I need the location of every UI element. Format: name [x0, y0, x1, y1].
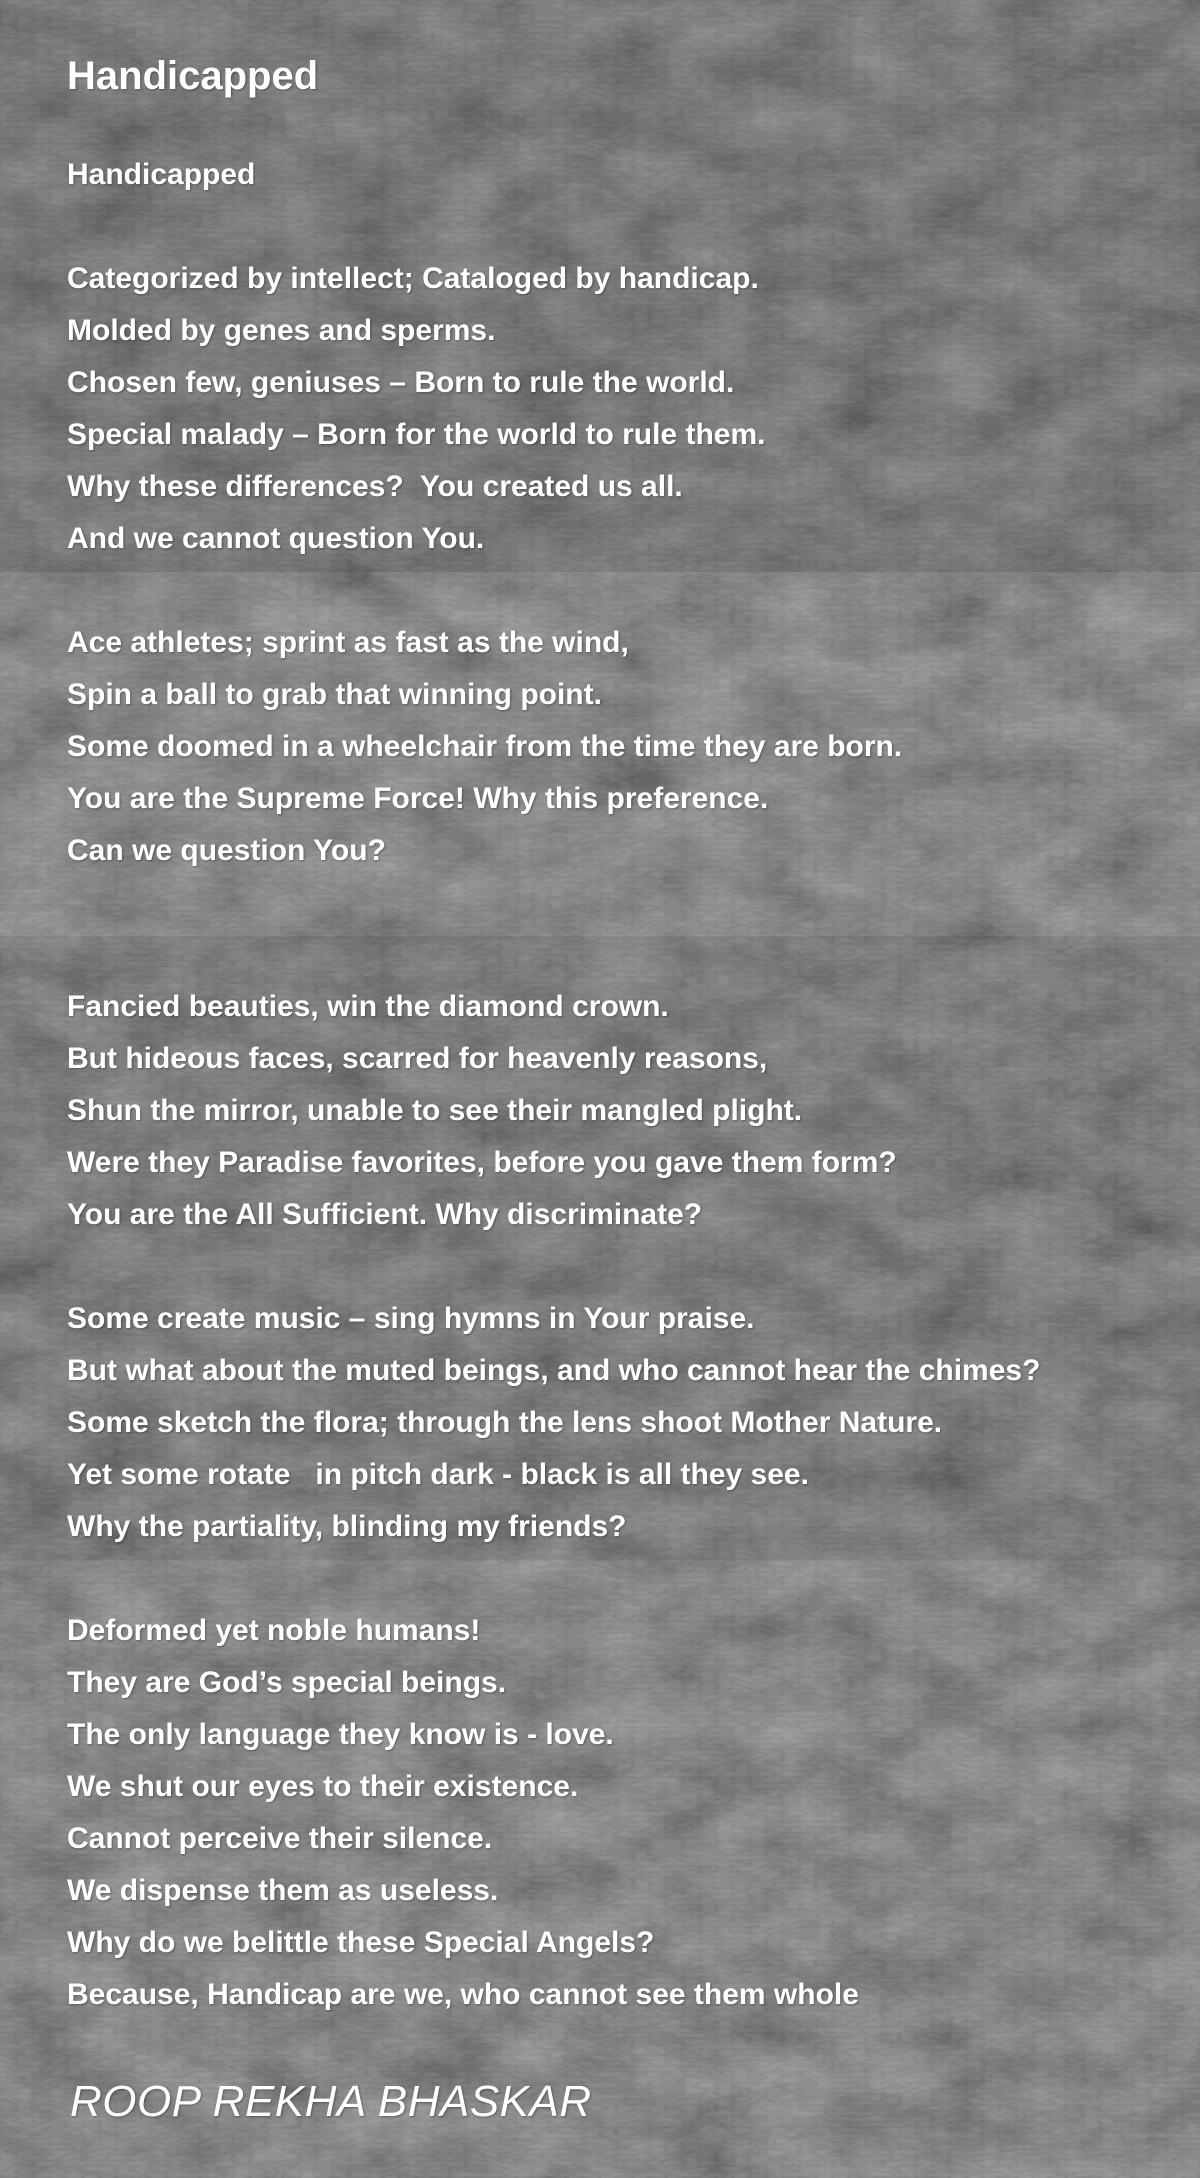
poem-line: Were they Paradise favorites, before you gave them form?	[67, 1146, 897, 1179]
poem-line: Fancied beauties, win the diamond crown.	[67, 990, 669, 1023]
stanza-break	[67, 1553, 1177, 1605]
poem-line: But hideous faces, scarred for heavenly reasons,	[67, 1042, 768, 1075]
poem-line: Can we question You?	[67, 834, 386, 867]
poem-line: Cannot perceive their silence.	[67, 1822, 493, 1855]
stanza-break	[67, 929, 1177, 981]
poem-line: Why these differences? You created us all.	[67, 470, 683, 503]
poem-line: Because, Handicap are we, who cannot see them whole	[67, 1978, 859, 2011]
poem-author: ROOP REKHA BHASKAR	[70, 2077, 592, 2126]
poem-line: Molded by genes and sperms.	[67, 314, 496, 347]
poem-line: And we cannot question You.	[67, 522, 485, 555]
stanza-break	[67, 565, 1177, 617]
poem-line: The only language they know is - love.	[67, 1718, 614, 1751]
stanza-break	[67, 877, 1177, 929]
stanza-break	[67, 201, 1177, 253]
poem-line: Some doomed in a wheelchair from the time they are born.	[67, 730, 903, 763]
poem-line: Why the partiality, blinding my friends?	[67, 1510, 627, 1543]
poem-line: Handicapped	[67, 158, 256, 191]
poem-title: Handicapped	[67, 54, 319, 98]
poem-body	[67, 149, 1177, 2021]
poem-line: Some create music – sing hymns in Your praise.	[67, 1302, 755, 1335]
poem-line: You are the All Sufficient. Why discriminate?	[67, 1198, 703, 1231]
stanza-break	[67, 1241, 1177, 1293]
poem-line: Categorized by intellect; Cataloged by handicap.	[67, 262, 759, 295]
poem-line: Some sketch the flora; through the lens shoot Mother Nature.	[67, 1406, 943, 1439]
poem-line: Deformed yet noble humans!	[67, 1614, 481, 1647]
poem-line: Spin a ball to grab that winning point.	[67, 678, 602, 711]
poem-line: You are the Supreme Force! Why this preference.	[67, 782, 769, 815]
poem-line: We dispense them as useless.	[67, 1874, 499, 1907]
poem-line: They are God’s special beings.	[67, 1666, 507, 1699]
poem-line: Why do we belittle these Special Angels?	[67, 1926, 655, 1959]
poem-line: But what about the muted beings, and who cannot hear the chimes?	[67, 1354, 1041, 1387]
poem-line: Special malady – Born for the world to rule them.	[67, 418, 766, 451]
poem-line: Yet some rotate in pitch dark - black is all they see.	[67, 1458, 809, 1491]
poem-line: Shun the mirror, unable to see their mangled plight.	[67, 1094, 803, 1127]
poem-line: Ace athletes; sprint as fast as the wind,	[67, 626, 629, 659]
poem-line: Chosen few, geniuses – Born to rule the world.	[67, 366, 735, 399]
poem-line: We shut our eyes to their existence.	[67, 1770, 579, 1803]
